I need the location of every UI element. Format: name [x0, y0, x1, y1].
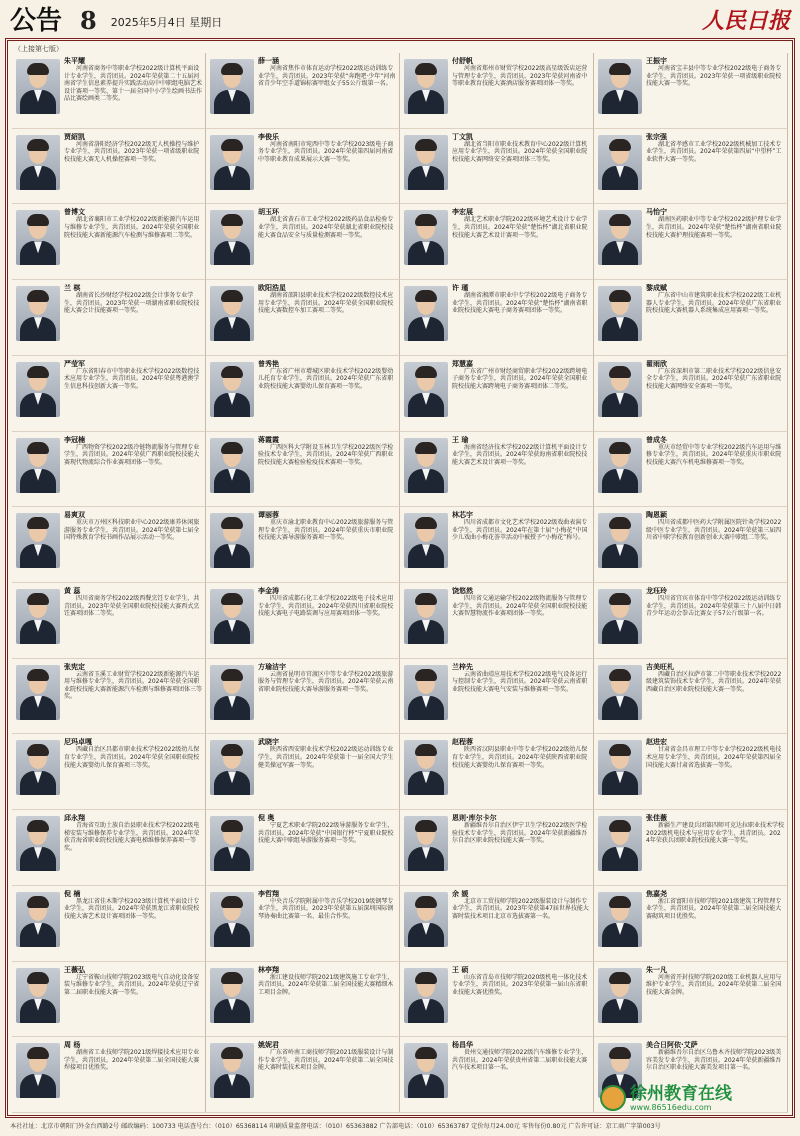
honoree-card	[400, 280, 594, 356]
honoree-name: 朱一凡	[646, 965, 667, 974]
honoree-bio: 广东省阳春市中等职业技术学校2022级数控技术应用专业学生，共青团员。2024年荣获粤港澳学生信息科技创新大赛一等奖。	[64, 367, 200, 391]
honoree-card	[206, 1037, 400, 1113]
honoree-name: 王振宇	[646, 57, 667, 65]
honoree-bio: 河南省焦作市体育运动学校2022级运动训练专业学生，共青团员。2023年荣获“奔跑吧·少年”河南省青少年空手道锦标赛甲组女子55公斤级第一名。	[258, 65, 396, 88]
portrait-photo	[210, 135, 254, 190]
portrait-photo	[404, 286, 448, 341]
portrait-photo	[210, 589, 254, 644]
honoree-bio: 四川省交通运输学校2022级物流服务与管理专业学生，共青团员。2024年荣获全国职业院校技能大赛智慧物流作业赛项团体一等奖。	[452, 595, 588, 618]
portrait-photo	[210, 59, 254, 114]
honoree-name: 赵进宏	[646, 738, 667, 747]
portrait-photo	[598, 286, 642, 341]
honoree-bio: 湖南省邵阳县职业技术学校2022级数控技术应用专业学生，共青团员。2024年荣获全国职业院校技能大赛数控车加工赛项二等奖。	[258, 292, 394, 315]
site-watermark	[600, 1078, 790, 1118]
honoree-card	[206, 659, 400, 735]
honoree-bio: 湖南省长沙财经学校2022级会计事务专业学生，共青团员。2023年荣获一项湖南省职业院校技能大赛会计技能赛项一等奖。	[64, 292, 200, 315]
portrait-photo	[210, 438, 254, 493]
portrait-photo	[598, 968, 642, 1023]
honoree-name: 马怡宁	[646, 208, 667, 217]
honoree-bio: 西藏自治区拉萨市第二中等职业技术学校2022级建筑装饰技术专业学生，共青团员。2024年荣获西藏自治区职业院校技能大赛一等奖。	[646, 670, 782, 693]
honoree-card	[12, 583, 206, 659]
portrait-photo	[404, 968, 448, 1023]
honoree-name: 邱永翔	[64, 814, 85, 823]
honoree-bio: 陕西省西安职业技术学校2022级运动训练专业学生，共青团员。2024年荣获第十一届全国大学生健美操冠军赛一等奖。	[258, 746, 394, 769]
honoree-name: 陶恩颖	[646, 511, 667, 520]
honoree-name: 严莹军	[64, 359, 85, 368]
honoree-card	[12, 962, 206, 1038]
honoree-name: 武晓宇	[258, 738, 279, 747]
honoree-card	[594, 507, 788, 583]
honoree-bio: 四川省成都石化工业学校2022级电子技术应用专业学生，共青团员。2024年荣获四川省职业院校技能大赛电子电路装调与应用赛项团体一等奖。	[258, 595, 394, 618]
honoree-bio: 山东省青岛市技师学院2020级机电一体化技术专业学生，共青团员。2023年荣获第一届山东省职业技能大赛优胜奖。	[452, 973, 588, 996]
honoree-card	[400, 583, 594, 659]
imprint-footer: 本社社址：北京市朝阳门外金台西路2号 邮政编码：100733 电话查号台：（010）65368114 印刷质量监督电话：（010）65363882 广告部电话：（010）65363787 定价每月24.00元 零售每份0.80元 广告许可证：京工商广字第003号	[10, 1123, 661, 1130]
portrait-photo	[598, 135, 642, 190]
portrait-photo	[16, 589, 60, 644]
portrait-photo	[16, 362, 60, 417]
honoree-name: 方瑜洁宇	[258, 662, 286, 671]
honoree-bio: 湖南省工业技师学院2021级焊接技术应用专业学生，共青团员。2024年荣获第二届全国技能大赛焊接项目优胜奖。	[64, 1049, 200, 1072]
portrait-photo	[598, 665, 642, 720]
honoree-bio: 陕西省汉阴县职业中等专业学校2022级幼儿保育专业学生，共青团员。2024年荣获陕西省职业院校技能大赛婴幼儿保育赛项一等奖。	[452, 746, 588, 769]
honoree-name: 兰 棋	[64, 284, 81, 293]
honoree-card	[400, 507, 594, 583]
portrait-photo	[210, 362, 254, 417]
watermark-url: www.86516edu.com	[630, 1102, 712, 1112]
portrait-photo	[598, 892, 642, 947]
portrait-photo	[404, 589, 448, 644]
honoree-card	[206, 53, 400, 129]
honoree-name: 曾成冬	[646, 435, 667, 444]
honoree-bio: 四川省成都市文化艺术学校2022级戏曲表演专业学生，共青团员。2024年在第十届“小梅花”中国少儿戏曲小梅花荟萃活动中被授予“小梅花”称号。	[452, 519, 588, 542]
honoree-card	[594, 356, 788, 432]
portrait-photo	[16, 892, 60, 947]
portrait-photo	[210, 210, 254, 265]
honoree-name: 许 瑾	[452, 284, 469, 293]
honoree-card	[206, 280, 400, 356]
honoree-name: 王薇弘	[64, 965, 85, 974]
honoree-card	[206, 734, 400, 810]
honoree-bio: 河南省洛阳经济学校2022级无人机操控与维护专业学生，共青团员。2023年荣获一项省级职业院校技能大赛无人机操控赛项一等奖。	[64, 140, 200, 163]
honoree-card	[206, 432, 400, 508]
honoree-card	[594, 129, 788, 205]
honoree-card	[12, 53, 206, 129]
portrait-photo	[598, 438, 642, 493]
portrait-photo	[210, 968, 254, 1023]
honoree-card	[206, 129, 400, 205]
honoree-bio: 西藏自治区昌都市职业技术学校2022级幼儿保育专业学生，共青团员。2024年荣获全国职业院校技能大赛婴幼儿保育赛项三等奖。	[64, 746, 200, 769]
honoree-bio: 辽宁省鞍山技师学院2023级电气自动化设备安装与维修专业学生，共青团员。2024年荣获辽宁省第二届职业技能大赛一等奖。	[64, 973, 200, 996]
honoree-name: 恩则·库尔卡尔	[452, 814, 497, 823]
honoree-bio: 湖北艺术职业学院2022级环境艺术设计专业学生，共青团员。2024年荣获“楚怡杯”湖北省职业院校技能大赛艺术设计赛项一等奖。	[452, 216, 588, 239]
honoree-card	[400, 356, 594, 432]
portrait-photo	[16, 513, 60, 568]
honoree-bio: 湖北省黄石市工业学校2022级药品食品检验专业学生，共青团员。2024年荣获湖北省职业院校技能大赛食品安全与质量检测赛项一等奖。	[258, 216, 394, 239]
portrait-photo	[404, 59, 448, 114]
portrait-photo	[210, 740, 254, 795]
portrait-photo	[598, 589, 642, 644]
portrait-photo	[598, 740, 642, 795]
honoree-name: 尼玛卓嘎	[64, 738, 92, 747]
honoree-card	[12, 507, 206, 583]
honoree-bio: 广东省广州市增城区职业技术学校2022级婴幼儿托育专业学生，共青团员。2024年荣获广东省职业院校技能大赛婴幼儿保育赛项一等奖。	[258, 367, 394, 391]
portrait-photo	[16, 438, 60, 493]
portrait-photo	[404, 210, 448, 265]
honoree-card	[594, 432, 788, 508]
honoree-name: 王 瑜	[452, 435, 469, 444]
honoree-name: 杨昌华	[452, 1041, 473, 1050]
honoree-bio: 新疆生产建设兵团第四师可克达拉职业技术学校2022级机电技术与应用专业学生，共青团员。2024年荣获兵团职业院校技能大赛一等奖。	[646, 822, 785, 845]
announcement-frame	[5, 38, 795, 1118]
portrait-photo	[598, 210, 642, 265]
honoree-name: 郑慧嘉	[452, 359, 473, 368]
honoree-bio: 重庆市经贸中等专业学校2022级汽车运用与维修专业学生，共青团员。2024年荣获重庆市职业院校技能大赛汽车机电维修赛项一等奖。	[646, 443, 782, 466]
honoree-name: 朱平耀	[64, 57, 85, 65]
honoree-bio: 广西物资学校2022级冷链物流服务与管理专业学生，共青团员。2024年荣获广西职业院校技能大赛现代物流综合作业赛项团体一等奖。	[64, 443, 200, 466]
honoree-card	[400, 53, 594, 129]
honoree-name: 胡玉环	[258, 208, 279, 217]
portrait-photo	[16, 816, 60, 871]
honoree-bio: 海南省经济技术学校2022级计算机平面设计专业学生，共青团员。2024年荣获海南省职业院校技能大赛艺术设计赛项一等奖。	[452, 443, 588, 466]
honoree-card	[594, 734, 788, 810]
honoree-bio: 重庆市渝北职业教育中心2022级旅游服务与管理专业学生，共青团员。2024年荣获重庆市职业院校技能大赛导游服务赛项一等奖。	[258, 519, 394, 542]
portrait-photo	[598, 816, 642, 871]
honoree-card	[12, 432, 206, 508]
honoree-card	[400, 734, 594, 810]
honoree-card	[12, 734, 206, 810]
honoree-name: 欧阳浩星	[258, 284, 286, 293]
honoree-card	[594, 962, 788, 1038]
honoree-card	[12, 280, 206, 356]
portrait-photo	[16, 210, 60, 265]
honoree-card	[594, 659, 788, 735]
honoree-name: 林亭翔	[258, 965, 279, 974]
honoree-name: 付舒帆	[452, 57, 473, 65]
honoree-bio: 河南省开封技师学院2020级工业机器人应用与维护专业学生，共青团员。2024年荣获第二届全国技能大赛金牌。	[646, 973, 782, 996]
honoree-bio: 湖北省当阳市职业技术教育中心2022级计算机应用专业学生，共青团员。2024年荣获全国职业院校技能大赛网络安全赛项团体三等奖。	[452, 140, 588, 163]
honoree-name: 黎成赋	[646, 284, 667, 293]
honoree-name: 余 媛	[452, 889, 469, 898]
honoree-card	[206, 810, 400, 886]
page-number: 8	[80, 6, 97, 35]
section-title: 公告	[10, 6, 63, 36]
honoree-bio: 广西医科大学附设玉林卫生学校2022级医学检验技术专业学生，共青团员。2024年荣获广西职业院校技能大赛检验检疫技术赛项一等奖。	[258, 443, 394, 466]
honoree-name: 李俊乐	[258, 132, 279, 141]
emblem-icon	[600, 1085, 626, 1111]
honoree-bio: 湖南医药职业中等专业学校2022级护理专业学生，共青团员。2024年荣获“楚怡杯”湖南省职业院校技能大赛护理技能赛项一等奖。	[646, 216, 782, 239]
honoree-card	[400, 1037, 594, 1113]
honoree-grid	[12, 53, 788, 1113]
honoree-name: 焦嘉尧	[646, 889, 667, 898]
honoree-name: 吉美旺札	[646, 662, 674, 671]
honoree-card	[12, 204, 206, 280]
honoree-bio: 云南省曲靖应用技术学校2022级电气设备运行与控制专业学生，共青团员。2024年荣获云南省职业院校技能大赛电气安装与维修赛项一等奖。	[452, 670, 588, 693]
honoree-bio: 广东省岭南工商技师学院2021级服装设计与制作专业学生，共青团员。2024年荣获第二届全国技能大赛时装技术项目金牌。	[258, 1049, 394, 1072]
honoree-bio: 河南省商务中等职业学校2022级计算机平面设计专业学生，共青团员。2024年荣获第二十五届河南省学生信息素养提升实践活动高中中职组电脑艺术设计赛项一等奖、第十一届全国中小学生绘画书法作品比赛绘画类二等奖。	[64, 65, 203, 103]
portrait-photo	[16, 135, 60, 190]
continued-note: （上接第七版）	[14, 45, 63, 53]
honoree-name: 姚妮君	[258, 1041, 279, 1050]
portrait-photo	[210, 1043, 254, 1098]
honoree-bio: 青海省互助土族自治县职业技术学校2022级电梯安装与维修保养专业学生，共青团员。2024年荣获青海省职业院校技能大赛电梯维修保养赛项一等奖。	[64, 822, 200, 852]
honoree-bio: 宁夏艺术职业学院2022级导游服务专业学生，共青团员。2024年荣获“中国银行杯”宁夏职业院校技能大赛中职组导游服务赛项一等奖。	[258, 822, 394, 845]
honoree-card	[206, 356, 400, 432]
honoree-name: 李金涛	[258, 587, 279, 595]
portrait-photo	[210, 892, 254, 947]
honoree-card	[12, 886, 206, 962]
honoree-card	[594, 886, 788, 962]
portrait-photo	[210, 816, 254, 871]
honoree-name: 王 硕	[452, 965, 469, 974]
honoree-card	[594, 204, 788, 280]
honoree-card	[594, 280, 788, 356]
honoree-name: 饶悠然	[452, 587, 473, 595]
honoree-bio: 中央音乐学院附属中等音乐学校2019级钢琴专业学生，共青团员。2023年荣获第五届深圳国际钢琴协奏曲比赛第一名、最佳合作奖。	[258, 897, 394, 921]
portrait-photo	[404, 816, 448, 871]
honoree-bio: 浙江省富阳市技师学院2021级建筑工程管理专业学生，共青团员。2024年荣获第二届全国技能大赛砌筑项目优胜奖。	[646, 897, 782, 921]
honoree-name: 翟雨欣	[646, 359, 667, 368]
honoree-name: 曾博文	[64, 208, 85, 217]
honoree-bio: 四川省成都中医药大学附属医院针灸学校2022级中医专业学生，共青团员。2024年荣获第三届四川省中职学校教育创新创业大赛中职组二等奖。	[646, 519, 782, 542]
honoree-card	[12, 659, 206, 735]
portrait-photo	[16, 59, 60, 114]
honoree-name: 黄 蕊	[64, 587, 81, 595]
honoree-card	[206, 204, 400, 280]
honoree-bio: 广东省广州市财经商贸职业学校2022级跨境电子商务专业学生，共青团员。2024年荣获全国职业院校技能大赛跨境电子商务赛项团体二等奖。	[452, 367, 588, 391]
honoree-bio: 新疆维吾尔自治区乌鲁木齐技师学院2023级美容美发专业学生，共青团员。2024年荣获新疆维吾尔自治区职业技能大赛美发项目第一名。	[646, 1049, 782, 1072]
honoree-bio: 四川省商务学校2022级西餐烹饪专业学生，共青团员。2023年荣获全国职业院校技能大赛西式烹饪赛项团体二等奖。	[64, 595, 200, 618]
honoree-card	[206, 507, 400, 583]
honoree-bio: 云南省昆明市官渡区中等专业学校2022级旅游服务与管理专业学生，共青团员。2024年荣获云南省职业院校技能大赛导游服务赛项一等奖。	[258, 670, 394, 693]
masthead	[0, 0, 800, 36]
portrait-photo	[598, 362, 642, 417]
honoree-name: 李冠楠	[64, 435, 85, 444]
honoree-name: 兰梓先	[452, 662, 473, 671]
honoree-card	[400, 659, 594, 735]
portrait-photo	[598, 59, 642, 114]
portrait-photo	[404, 665, 448, 720]
honoree-card	[12, 1037, 206, 1113]
newspaper-logo: 人民日报	[701, 8, 790, 34]
honoree-card	[400, 886, 594, 962]
honoree-card	[400, 810, 594, 886]
honoree-name: 张宪定	[64, 662, 85, 671]
honoree-bio: 湖北省襄阳市工业学校2022级新能源汽车运用与维修专业学生，共青团员。2024年荣获全国职业院校技能大赛新能源汽车检测与维修赛项二等奖。	[64, 216, 200, 239]
portrait-photo	[210, 286, 254, 341]
honoree-name: 曾秀艳	[258, 359, 279, 368]
honoree-bio: 浙江建设技师学院2021级建筑施工专业学生，共青团员。2024年荣获第二届全国技能大赛精细木工项目金牌。	[258, 973, 394, 996]
honoree-card	[12, 356, 206, 432]
honoree-card	[594, 53, 788, 129]
portrait-photo	[404, 135, 448, 190]
honoree-card	[594, 583, 788, 659]
watermark-title: 徐州教育在线	[630, 1083, 732, 1104]
honoree-bio: 贵州交通技师学院2022级汽车维修专业学生，共青团员。2024年荣获贵州省第二届职业技能大赛汽车技术项目第一名。	[452, 1049, 588, 1072]
honoree-card	[206, 962, 400, 1038]
honoree-name: 丁文凯	[452, 132, 473, 141]
honoree-name: 龙珏玲	[646, 587, 667, 595]
honoree-card	[400, 204, 594, 280]
honoree-name: 周 杨	[64, 1041, 81, 1050]
honoree-bio: 广东省中山市建筑职业技术学校2022级工业机器人专业学生，共青团员。2024年荣获广东省职业院校技能大赛机器人系统集成应用赛项一等奖。	[646, 292, 782, 315]
portrait-photo	[404, 513, 448, 568]
honoree-bio: 河南省宝丰县中等专业学校2022级电子商务专业学生，共青团员。2023年荣获一项省级职业院校技能大赛一等奖。	[646, 65, 782, 88]
honoree-card	[400, 432, 594, 508]
honoree-name: 倪 楠	[64, 889, 81, 898]
honoree-card	[206, 583, 400, 659]
honoree-bio: 黑龙江省佳木斯学校2023级计算机平面设计专业学生，共青团员。2024年荣获黑龙江省职业院校技能大赛艺术设计赛项团体一等奖。	[64, 897, 200, 921]
honoree-name: 薛一涵	[258, 57, 279, 65]
honoree-name: 李宏展	[452, 208, 473, 217]
issue-date: 2025年5月4日 星期日	[110, 16, 223, 29]
honoree-name: 赵程蓉	[452, 738, 473, 747]
portrait-photo	[16, 665, 60, 720]
honoree-name: 美合日阿依·艾萨	[646, 1041, 698, 1050]
portrait-photo	[210, 513, 254, 568]
honoree-bio: 云南省玉溪工业财贸学校2022级新能源汽车运用与维修专业学生，共青团员。2024年荣获全国职业院校技能大赛新能源汽车检测与维修赛项团体三等奖。	[64, 670, 203, 701]
honoree-bio: 湖北省孝感市工业学校2022级机械加工技术专业学生，共青团员。2024年荣获第四届“中望杯”工业软件大赛一等奖。	[646, 140, 782, 163]
honoree-name: 张宗强	[646, 132, 667, 141]
portrait-photo	[404, 740, 448, 795]
honoree-card	[12, 810, 206, 886]
honoree-name: 李哲翔	[258, 889, 279, 898]
portrait-photo	[16, 286, 60, 341]
portrait-photo	[404, 362, 448, 417]
honoree-card	[400, 962, 594, 1038]
honoree-card	[594, 810, 788, 886]
portrait-photo	[16, 740, 60, 795]
honoree-name: 林芯宇	[452, 511, 473, 520]
portrait-photo	[598, 513, 642, 568]
honoree-name: 贾紹凯	[64, 132, 85, 141]
honoree-card	[206, 886, 400, 962]
portrait-photo	[404, 1043, 448, 1098]
honoree-bio: 甘肃省金昌市理工中等专业学校2022级机电技术应用专业学生，共青团员。2024年荣获第四届全国技能大赛甘肃省选拔赛一等奖。	[646, 746, 782, 769]
honoree-name: 张佳薇	[646, 814, 667, 823]
portrait-photo	[404, 892, 448, 947]
honoree-name: 谭丽蓉	[258, 511, 279, 520]
portrait-photo	[16, 968, 60, 1023]
honoree-name: 易爽双	[64, 511, 85, 520]
honoree-bio: 新疆维吾尔自治区伊宁卫生学校2022级医学检验技术专业学生，共青团员。2024年荣获新疆维吾尔自治区职业院校技能大赛一等奖。	[452, 822, 588, 845]
honoree-name: 蒋霞霞	[258, 435, 279, 444]
portrait-photo	[404, 438, 448, 493]
honoree-bio: 河南省郑州市财贸学校2022级高星级饭店运营与管理专业学生，共青团员。2023年荣获河南省中等职业教育技能大赛酒店服务赛项团体一等奖。	[452, 65, 588, 88]
honoree-card	[12, 129, 206, 205]
portrait-photo	[210, 665, 254, 720]
honoree-bio: 四川省宜宾市体育中等学校2022级运动训练专业学生，共青团员。2024年荣获第三十八届中日韩青少年运动会拳击比赛女子57公斤级第一名。	[646, 595, 782, 618]
honoree-bio: 广东省深圳市第二职业技术学校2022级信息安全专业学生，共青团员。2024年荣获广东省职业院校技能大赛网络安全赛项一等奖。	[646, 367, 782, 391]
honoree-bio: 河南省南阳市宛西中等专业学校2023级电子商务专业学生，共青团员。2024年荣获第四届河南省中等职业教育成果展示大赛一等奖。	[258, 140, 394, 163]
honoree-card	[400, 129, 594, 205]
portrait-photo	[16, 1043, 60, 1098]
honoree-name: 倪 奥	[258, 814, 275, 823]
honoree-bio: 重庆市万州区科技职业中心2022级康养休闲旅游服务专业学生，共青团员。2024年荣获第七届全国特殊教育学校书画作品展示活动一等奖。	[64, 519, 200, 542]
honoree-bio: 湖南省湘潭市职业中专学校2022级电子商务专业学生，共青团员。2024年荣获“楚怡杯”湖南省职业院校技能大赛电子商务赛项团体一等奖。	[452, 292, 588, 315]
honoree-bio: 北京市工贸技师学院2022级服装设计与制作专业学生，共青团员。2023年荣获第47届世界技能大赛时装技术项目北京市选拔赛第一名。	[452, 897, 589, 921]
